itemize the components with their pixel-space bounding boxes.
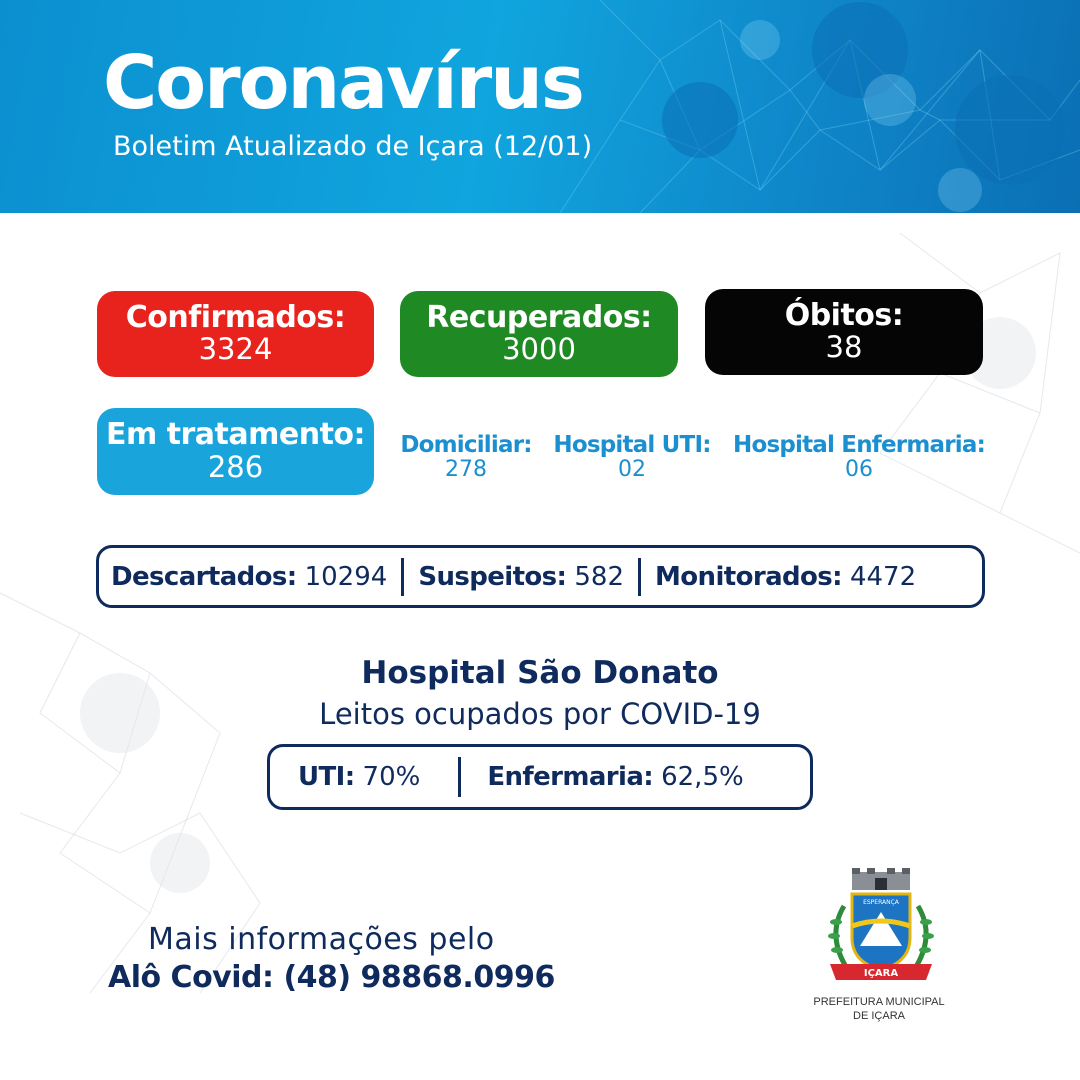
discarded-label: Descartados: — [111, 561, 297, 592]
icu-occupancy-label: UTI: — [298, 762, 355, 792]
ward-occupancy-label: Enfermaria: — [487, 762, 654, 792]
prefeitura-caption — [790, 995, 968, 1024]
page-subtitle: Boletim Atualizado de Içara (12/01) — [113, 131, 593, 162]
monitored-label: Monitorados: — [655, 561, 842, 592]
deaths-label: Óbitos: — [784, 297, 904, 333]
deaths-value: 38 — [825, 330, 863, 365]
home-care-stat — [398, 433, 534, 482]
occupancy-bar — [267, 744, 813, 810]
discarded-value: 10294 — [304, 561, 388, 592]
home-care-value: 278 — [445, 457, 487, 483]
in-treatment-box — [97, 408, 374, 495]
suspected-stat — [418, 562, 624, 592]
ward-value: 06 — [845, 457, 873, 483]
icu-label: Hospital UTI: — [553, 432, 711, 458]
icu-occupancy-value: 70% — [362, 762, 421, 792]
monitored-stat — [655, 562, 916, 592]
hospital-subtitle: Leitos ocupados por COVID-19 — [319, 697, 761, 731]
summary-bar — [96, 545, 985, 608]
confirmed-value: 3324 — [198, 332, 273, 367]
confirmed-label: Confirmados: — [125, 299, 346, 335]
monitored-value: 4472 — [849, 561, 917, 592]
recovered-box — [400, 291, 678, 377]
home-care-label: Domiciliar: — [400, 432, 532, 458]
icu-occupancy — [298, 762, 420, 792]
ward-label: Hospital Enfermaria: — [733, 432, 985, 458]
prefeitura-line-2: DE IÇARA — [853, 1010, 905, 1023]
in-treatment-label: Em tratamento: — [105, 417, 366, 453]
in-treatment-value: 286 — [207, 449, 264, 484]
icu-stat — [552, 433, 712, 482]
discarded-stat — [111, 562, 387, 592]
deaths-box — [705, 289, 983, 375]
ward-occupancy-value: 62,5% — [661, 762, 744, 792]
recovered-value: 3000 — [502, 332, 576, 367]
ward-stat — [731, 433, 987, 482]
hospital-name: Hospital São Donato — [361, 655, 719, 691]
icu-value: 02 — [618, 457, 646, 483]
confirmed-box — [97, 291, 374, 377]
hotline-phone: Alô Covid: (48) 98868.0996 — [108, 960, 555, 995]
crest-banner-text: ESPERANÇA — [863, 899, 899, 906]
suspected-label: Suspeitos: — [418, 561, 567, 592]
header-banner — [0, 0, 1080, 213]
more-info-text: Mais informações pelo — [148, 922, 495, 957]
municipal-crest-icon — [822, 866, 940, 990]
ward-occupancy — [487, 762, 743, 792]
suspected-value: 582 — [574, 561, 624, 592]
divider — [458, 757, 461, 797]
divider — [401, 558, 404, 596]
divider — [638, 558, 641, 596]
crest-ribbon-text: IÇARA — [863, 968, 899, 979]
prefeitura-line-1: PREFEITURA MUNICIPAL — [813, 996, 945, 1008]
recovered-label: Recuperados: — [426, 299, 652, 335]
page-title: Coronavírus — [103, 40, 583, 126]
